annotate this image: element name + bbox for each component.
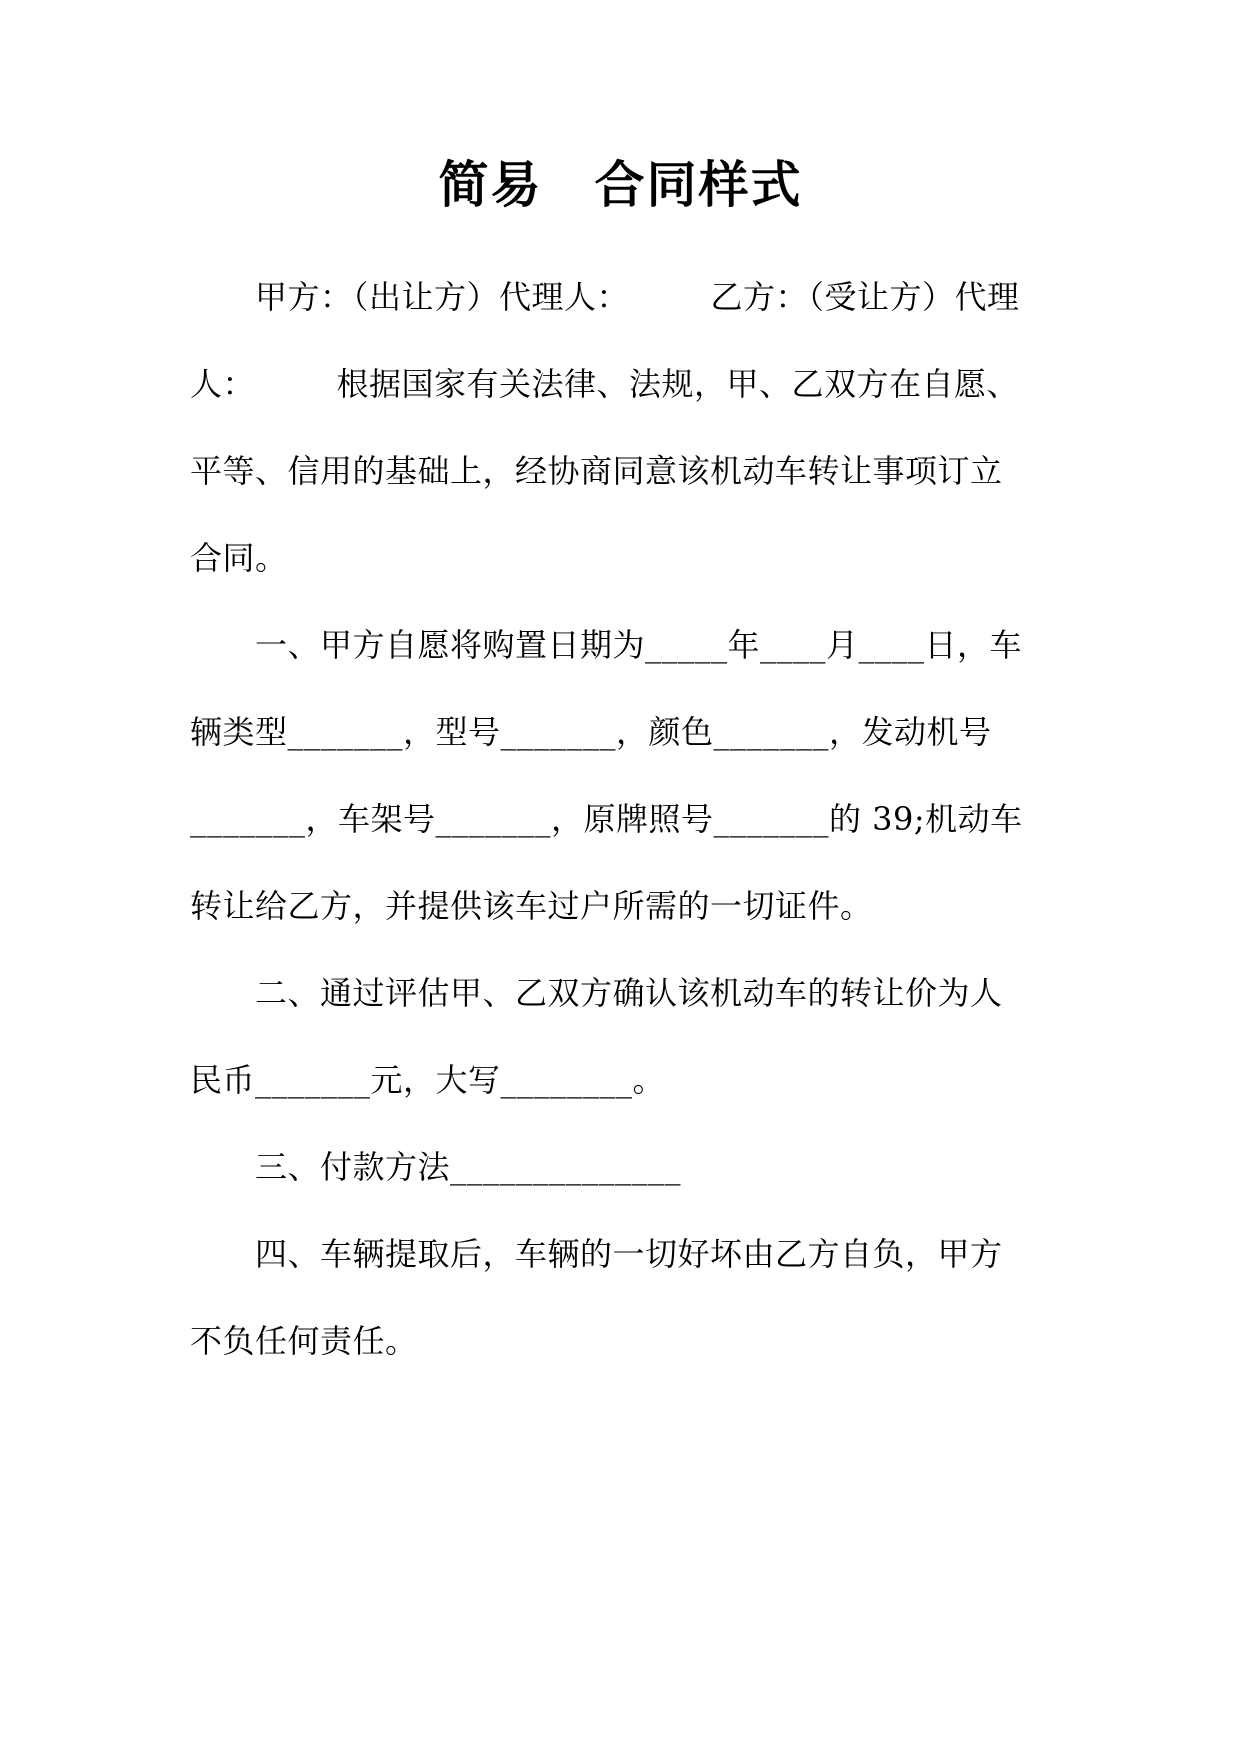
text-line-9: 二、通过评估甲、乙双方确认该机动车的转让价为人 [190,974,1003,1012]
text-line-5: 一、甲方自愿将购置日期为_____年____月____日，车 [190,626,1023,664]
text-line-11: 三、付款方法______________ [190,1148,682,1186]
text-line-7: _______，车架号_______，原牌照号_______的 39;机动车 [190,800,1023,838]
text-line-13: 不负任何责任。 [190,1322,418,1360]
text-line-4: 合同。 [190,539,288,577]
document-title: 简易 合同样式 [438,156,803,214]
text-line-8: 转让给乙方，并提供该车过户所需的一切证件。 [190,887,873,925]
text-line-10: 民币_______元，大写________。 [190,1061,666,1099]
text-line-2: 人： 根据国家有关法律、法规，甲、乙双方在自愿、 [190,365,1020,403]
text-line-12: 四、车辆提取后，车辆的一切好坏由乙方自负，甲方 [190,1235,1003,1273]
text-line-3: 平等、信用的基础上，经协商同意该机动车转让事项订立 [190,452,1003,490]
text-line-6: 辆类型_______，型号_______，颜色_______，发动机号 [190,713,992,751]
text-line-1: 甲方：（出让方）代理人： 乙方：（受让方）代理 [190,278,1020,316]
